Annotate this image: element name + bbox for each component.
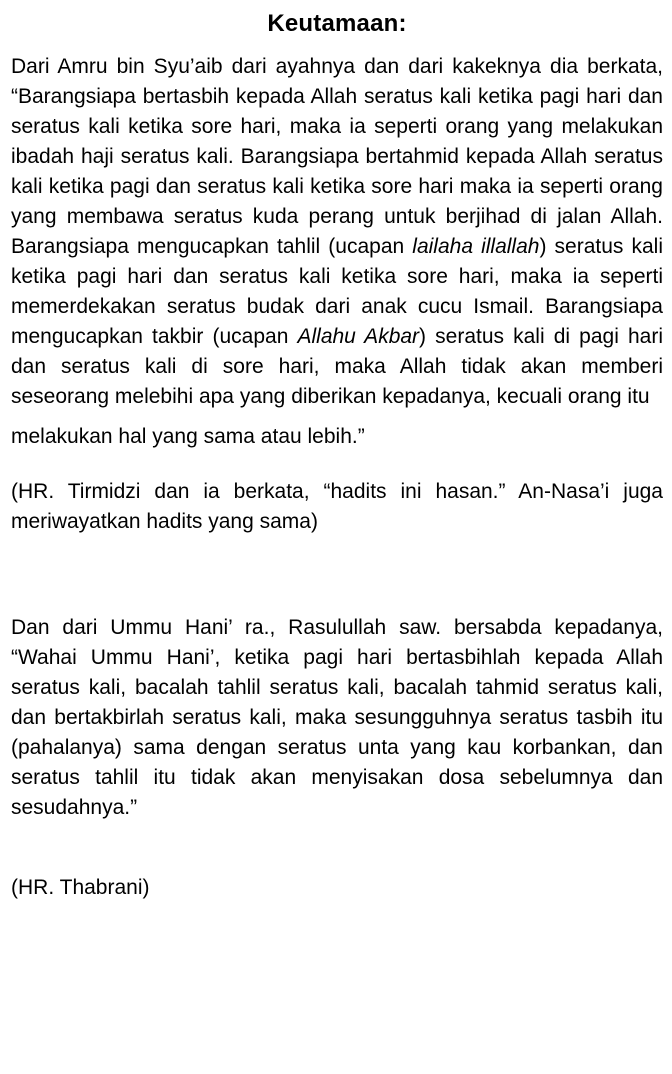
hadith-1-text-part-2: ) seratus kali ketika pagi hari dan seratus kali ketika sore hari, maka ia seperti memerdekakan seratus budak dari anak cucu Ismail. Barangsiapa mengucapkan takbir (ucapan bbox=[11, 235, 663, 348]
hadith-1-text-part-1: Dari Amru bin Syu’aib dari ayahnya dan dari kakeknya dia berkata, “Barangsiapa bertasbih kepada Allah seratus kali ketika pagi hari dan seratus kali ketika sore hari, maka ia seperti orang yang melakukan ibadah haji seratus kali. Barangsiapa bertahmid kepada Allah seratus kali ketika pagi dan seratus kali ketika sore hari maka ia seperti orang yang membawa seratus kuda perang untuk berjihad di jalan Allah. Barangsiapa mengucapkan tahlil (ucapan bbox=[11, 55, 663, 258]
hadith-paragraph-1 bbox=[11, 52, 663, 452]
hadith-paragraph-2: Dan dari Ummu Hani’ ra., Rasulullah saw. bersabda kepadanya, “Wahai Ummu Hani’, ketika pagi hari bertasbihlah kepada Allah seratus kali, bacalah tahlil seratus kali, bacalah tahmid seratus kali, dan bertakbirlah seratus kali, maka sesungguhnya seratus tasbih itu (pahalanya) sama dengan seratus unta yang kau korbankan, dan seratus tahlil itu tidak akan menyisakan dosa sebelumnya dan sesudahnya.” bbox=[11, 616, 663, 819]
hadith-2-reference: (HR. Thabrani) bbox=[11, 876, 150, 899]
hadith-1-reference: (HR. Tirmidzi dan ia berkata, “hadits ini hasan.” An-Nasa’i juga meriwayatkan hadits yang sama) bbox=[11, 480, 663, 533]
document-page bbox=[11, 0, 663, 903]
hadith-1-last-line: melakukan hal yang sama atau lebih.” bbox=[11, 425, 365, 448]
section-heading: Keutamaan: bbox=[267, 10, 407, 37]
hadith-1-italic-term-2: Allahu Akbar bbox=[297, 325, 420, 348]
hadith-1-italic-term-1: lailaha illallah bbox=[412, 235, 540, 258]
hadith-1-text-part-3: ) seratus kali di pagi hari dan seratus kali di sore hari, maka Allah tidak akan memberi seseorang melebihi apa yang diberikan kepadanya, kecuali orang itu bbox=[11, 325, 663, 408]
